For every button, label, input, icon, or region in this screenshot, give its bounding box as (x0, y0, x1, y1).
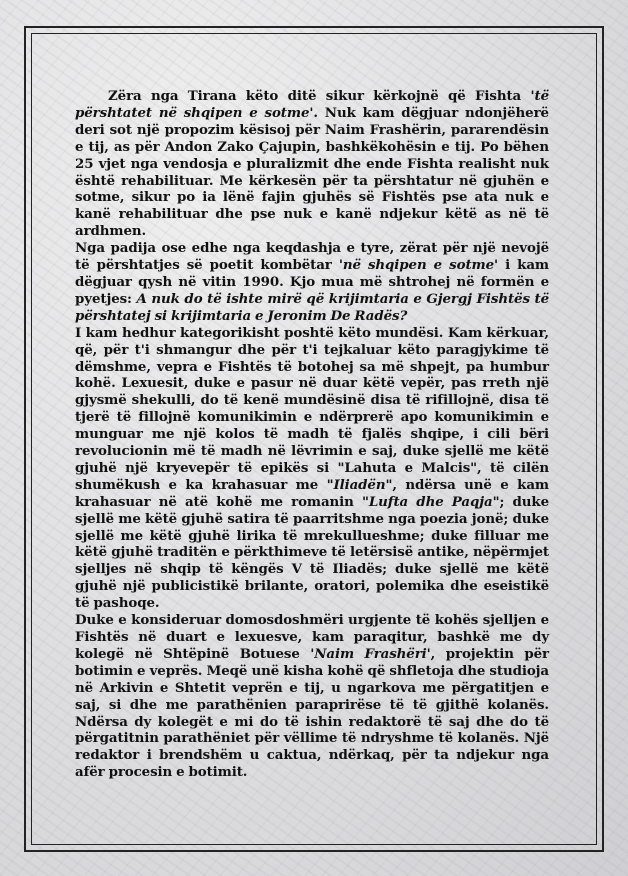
text-segment: Zëra nga Tirana këto ditë sikur kërkojnë që Fishta (108, 88, 531, 104)
article-body (75, 88, 549, 781)
paragraph (75, 612, 549, 781)
paragraph (75, 88, 549, 240)
text-segment: Duke e konsideruar domosdoshmëri urgjente të kohës sjelljen e Fishtës në duart e lexuesve, kam paraqitur, bashkë me dy kolegë në Shtëpinë Botuese (75, 612, 549, 662)
text-segment: , ndërsa unë e kam krahasuar në atë kohë me romanin " (75, 476, 549, 510)
text-segment: . Nuk kam dëgjuar ndonjëherë deri sot një propozim kësisoj për Naim Frashërin, pararendësin e tij, as për Andon Zako Çajupin, bashkëkohësin e tij. Po bëhen 25 vjet nga vendosja e pluralizmit dhe ende Fishta realisht nuk është rehabilituar. Me kërkesën për ta përshtatur në gjuhën e sotme, sikur po ia lënë fajin gjuhës së Fishtës pse ata nuk e kanë rehabilituar dhe pse nuk e kanë ndjekur këtë as në të ardhmen. (75, 104, 549, 240)
paragraph (75, 240, 549, 325)
text-segment: ; duke sjellë me këtë gjuhë satira të paarritshme nga poezia jonë; duke sjellë me këtë gjuhë lirika të mrekullueshme; duke filluar me këtë gjuhë traditën e përkthimeve të letërsisë antike, nëpërmjet sjelljes në shqip të këngës V të Iliadës; duke sjellë me këtë gjuhë një publicistikë brilante, oratori, polemika dhe eseistikë të pashoqe. (75, 493, 549, 612)
italic-text-segment: 'Naim Frashëri' (310, 645, 431, 662)
italic-text-segment: A nuk do të ishte mirë që krijimtaria e Gjergj Fishtës të përshtatej si krijimtaria e Jeronim De Radës? (75, 290, 550, 324)
italic-text-segment: Lufta dhe Paqja" (368, 493, 500, 510)
italic-text-segment: në shqipen e sotme' (342, 257, 499, 274)
italic-text-segment: "Iliadën" (326, 476, 393, 493)
text-segment: I kam hedhur kategorikisht poshtë këto mundësi. Kam kërkuar, që, për t'i shmangur dhe për t'i tejkaluar këto paragjykime të dëmshme, vepra e Fishtës të botohej sa më shpejt, pa humbur kohë. Lexuesit, duke e pasur në duar këtë vepër, pas rreth një gjysmë shekulli, do të kenë mundësinë disa të rifillojnë, disa të tjerë të fillojnë komunikimin e ndërprerë apo komunikimin e munguar me një kolos të madh të fjalës shqipe, i cili bëri revolucionin më të madh në lëvrimin e saj, duke sjellë me këtë gjuhë një kryevepër të epikës si "Lahuta e Malcis", të cilën shumëkush e ka krahasuar me (75, 324, 549, 493)
paragraph (75, 325, 549, 612)
text-segment: i kam dëgjuar qysh në vitin 1990. Kjo mua më shtrohej në formën e pyetjes: (75, 257, 549, 307)
text-segment: , projektin për botimin e veprës. Meqë unë kisha kohë që shfletoja dhe studioja në Arkivin e Shtetit veprën e tij, u ngarkova me përgatitjen e saj, si dhe me parathënien paraprirëse të të gjithë kolanës. Ndërsa dy kolegët e mi do të ishin redaktorë të saj dhe do të përgatitnin parathëniet për vëllime të ndryshme të kolanës. Një redaktor i brendshëm u caktua, ndërkaq, për ta ndjekur nga afër procesin e botimit. (75, 645, 549, 781)
italic-text-segment: 'të përshtatet në shqipen e sotme' (75, 88, 549, 121)
text-segment: Nga padija ose edhe nga keqdashja e tyre, zërat për një nevojë të përshtatjes së poetit kombëtar ' (75, 240, 549, 274)
